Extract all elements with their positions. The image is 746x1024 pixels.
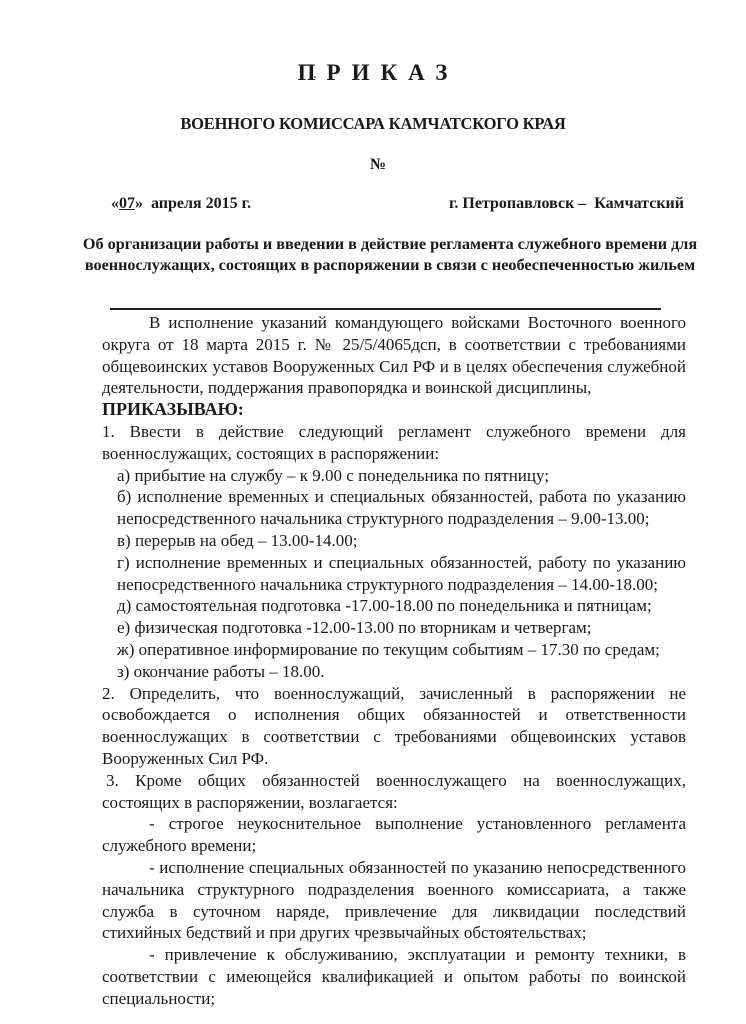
subitem-a: а) прибытие на службу – к 9.00 с понедельника по пятницу; <box>117 465 549 485</box>
date-day: 07 <box>119 195 135 212</box>
date-month-year: апреля 2015 г. <box>143 195 252 212</box>
subitem-z: з) окончание работы – 18.00. <box>117 661 325 681</box>
item-3 <box>102 770 686 814</box>
item-1 <box>102 421 686 465</box>
subitem-d: д) самостоятельная подготовка -17.00-18.00 по понедельника и пятницам; <box>117 596 652 616</box>
preamble: В исполнение указаний командующего войсками Восточного военного округа от 18 марта 2015 г. № 25/5/4065дсп, в соответствии с требованиями общевоинских уставов Вооруженных Сил РФ и в целях обеспечения служебной деятельности, поддержания правопорядка и воинской дисциплины, <box>102 313 686 398</box>
duty-item: - исполнение специальных обязанностей по указанию непосредственного начальника структурного подразделения военного комиссариата, а также служба в суточном наряде, привлечение для ликвидации последствий стихийных бедствий и при других чрезвычайных обстоятельствах; <box>102 857 686 943</box>
order-body <box>102 312 686 1010</box>
order-city: г. Петропавловск – Камчатский <box>448 195 684 212</box>
order-number: № <box>369 156 387 173</box>
heading-divider <box>110 308 661 310</box>
duty-item: - привлечение к обслуживанию, эксплуатации и ремонту техники, в соответствии с имеющейся квалификацией и опытом работы по воинской специальности; <box>102 945 686 1008</box>
document-title: ПРИКАЗ <box>297 60 459 85</box>
date-open-quote: « <box>111 195 119 212</box>
orders-colon: : <box>237 399 244 420</box>
item-number: 1. <box>102 421 115 441</box>
item-number: 2. <box>102 683 115 703</box>
item-text: Ввести в действие следующий регламент служебного времени для военнослужащих, состоящих в распоряжении: <box>102 421 687 463</box>
item-text: Определить, что военнослужащий, зачисленный в распоряжении не освобождается о исполнения общих обязанностей и ответственности военнослужащих в соответствии с требованиями общевоинских уставов Вооруженных Сил РФ. <box>102 683 686 768</box>
duty-item: - строгое неукоснительное выполнение установленного регламента служебного времени; <box>102 814 686 856</box>
subitem-e: е) физическая подготовка -12.00-13.00 по вторникам и четвергам; <box>117 618 592 638</box>
item-2 <box>102 683 686 770</box>
item-number: 3. <box>106 770 119 790</box>
issuer-line: ВОЕННОГО КОМИССАРА КАМЧАТСКОГО КРАЯ <box>180 114 566 133</box>
subitem-g: г) исполнение временных и специальных обязанностей, работу по указанию непосредственного начальника структурного подразделения – 14.00-18.00; <box>117 552 686 594</box>
subitem-zh: ж) оперативное информирование по текущим событиям – 17.30 по средам; <box>117 639 660 659</box>
orders-line <box>102 399 686 421</box>
item-text: Кроме общих обязанностей военнослужащего на военнослужащих, состоящих в распоряжении, возлагается: <box>102 770 686 812</box>
orders-word: ПРИКАЗЫВАЮ <box>102 399 238 420</box>
subitem-v: в) перерыв на обед – 13.00-14.00; <box>117 530 358 550</box>
subitem-b: б) исполнение временных и специальных обязанностей, работа по указанию непосредственного начальника структурного подразделения – 9.00-13.00; <box>117 487 686 529</box>
date-close-quote: » <box>135 195 143 212</box>
order-heading: Об организации работы и введении в действие регламента служебного времени для военнослужащих, состоящих в распоряжении в связи с необеспеченностью жильем <box>82 235 698 274</box>
